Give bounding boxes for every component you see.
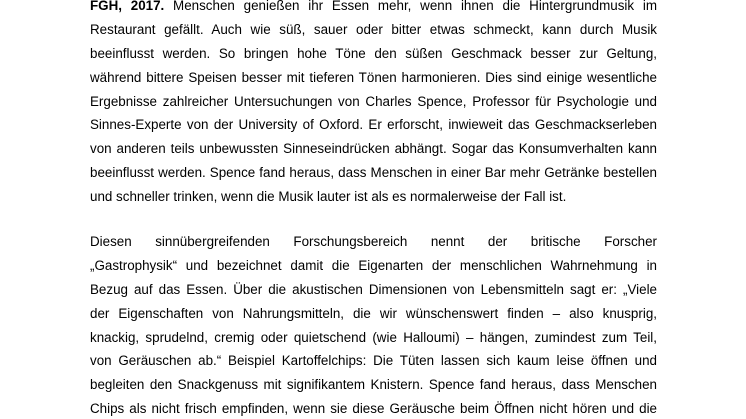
- paragraph-line: während bittere Speisen besser mit tieferen Tönen harmonieren. Dies sind einige wesentliche: [90, 69, 657, 85]
- paragraph-line: Chips als nicht frisch empfinden, wenn sie diese Geräusche beim Öffnen nicht hören und die: [90, 401, 657, 417]
- paragraph-1: [90, 0, 657, 209]
- paragraph-line: Ergebnisse zahlreicher Untersuchungen von Charles Spence, Professor für Psychologie und: [90, 93, 657, 109]
- paragraph-line: der Eigenschaften von Nahrungsmitteln, die wir wünschenswert finden – also knusprig,: [90, 305, 657, 321]
- paragraph-line: Sinnes-Experte von der University of Oxford. Er erforscht, inwieweit das Geschmackserleben: [90, 117, 657, 133]
- paragraph-line: von anderen teils unbewussten Sinneseindrücken abhängt. Sogar das Konsumverhalten kann: [90, 141, 657, 157]
- dateline: FGH, 2017.: [90, 0, 165, 13]
- paragraph-line: und schneller trinken, wenn die Musik lauter ist als es normalerweise der Fall ist.: [90, 189, 567, 205]
- paragraph-line: „Gastrophysik“ und bezeichnet damit die Eigenarten der menschlichen Wahrnehmung in: [90, 257, 657, 273]
- paragraph-line: knackig, sprudelnd, cremig oder quietschend (wie Halloumi) – hängen, zumindest zum Teil,: [90, 329, 657, 345]
- paragraph-line: Diesen sinnübergreifenden Forschungsbereich nennt der britische Forscher: [90, 234, 657, 249]
- paragraph-line: FGH, 2017. Menschen genießen ihr Essen mehr, wenn ihnen die Hintergrundmusik im: [90, 0, 657, 13]
- paragraph-line: Bezug auf das Essen. Über die akustischen Dimensionen von Lebensmitteln sagt er: „Viele: [90, 281, 657, 297]
- paragraph-2: [90, 230, 657, 419]
- paragraph-line: von Geräuschen ab.“ Beispiel Kartoffelchips: Die Tüten lassen sich kaum leise öffnen und: [90, 353, 657, 369]
- paragraph-line: beeinflusst werden. So bringen hohe Töne den süßen Geschmack besser zur Geltung,: [90, 45, 657, 61]
- paragraph-line: begleiten den Snackgenuss mit signifikantem Knistern. Spence fand heraus, dass Menschen: [90, 377, 657, 393]
- paragraph-line: beeinflusst werden. Spence fand heraus, dass Menschen in einer Bar mehr Getränke bestellen: [90, 165, 657, 181]
- paragraph-line: Restaurant gefällt. Auch wie süß, sauer oder bitter etwas schmeckt, kann durch Musik: [90, 21, 657, 37]
